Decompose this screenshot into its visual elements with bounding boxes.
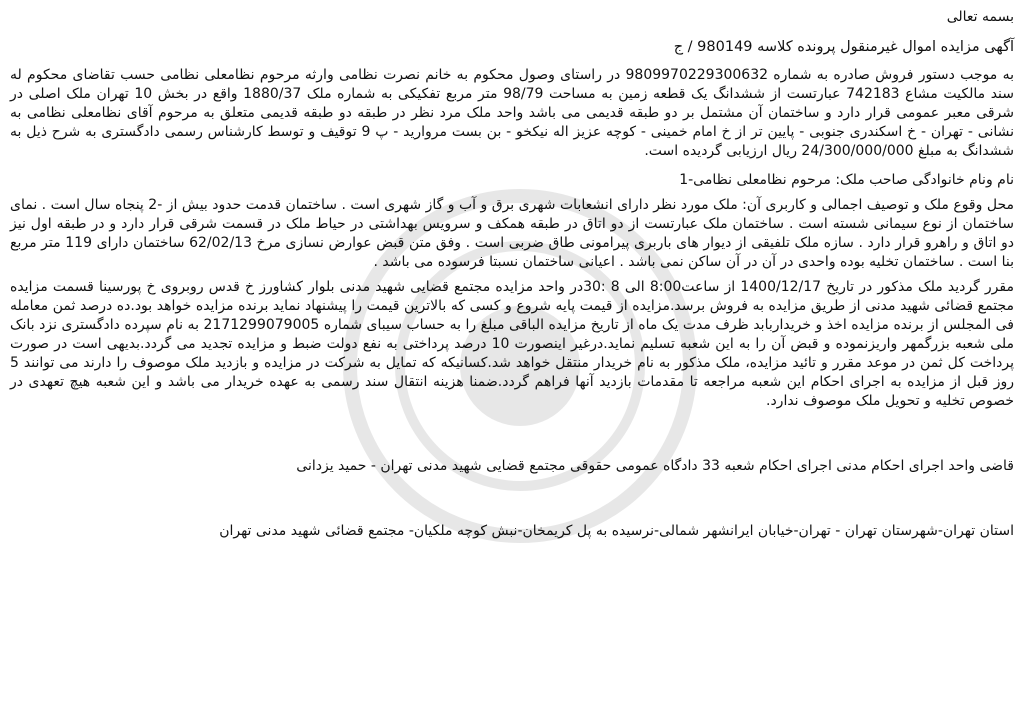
intro-paragraph: به موجب دستور فروش صادره به شماره 9809970229300632 در راستای وصول محکوم به خانم نصرت نظامی وارثه مرحوم نظامعلی نظامی حسب تقاضای محکوم له سند مالکیت مشاع 742183 عبارتست از ششدانگ یک قطعه زمین به مساحت 98/79 متر مربع تفکیکی به شماره ملک 1880/37 واقع در بخش 10 تهران ملک اصلی در شرقی معبر عمومی قرار دارد و ساختمان آن مشتمل بر دو طبقه قدیمی می باشد واحد ملک مرد نظر در طبقه دو طبقه قدیمی متعلق به مرحوم آقای نظامعلی نظامی به نشانی - تهران - خ اسکندری جنوبی - پایین تر از خ امام خمینی - کوچه عزیز اله نیکخو - بن بست مروارید - پ 9 توقیف و توسط کارشناس رسمی دادگستری به شرح ذیل به ششدانگ به مبلغ 24/300/000/000 ریال ارزیابی گردیده است. xyxy=(10,67,1015,159)
announcement-page xyxy=(10,6,1014,701)
judge-signature: قاضی واحد اجرای احکام مدنی اجرای احکام شعبه 33 دادگاه عمومی حقوقی مجتمع قضایی شهید مدنی تهران - حمید یزدانی xyxy=(296,458,1014,474)
notice-title: آگهی مزایده اموال غیرمنقول پرونده کلاسه 980149 / ج xyxy=(673,39,1014,55)
auction-terms: مقرر گردید ملک مذکور در تاریخ 1400/12/17 از ساعت8:00 الی 8 :30در واحد مزایده مجتمع قضایی شهید مدنی بلوار کشاورز خ قدس روبروی خ پورسینا قسمت مزایده مجتمع قضائی شهید مدنی از طریق مزایده به فروش برسد.مزایده از قیمت پایه شروع و کسی که بالاترین قیمت را پیشنهاد نماید برنده مزایده خواهد بود.ده درصد ثمن معامله فی المجلس از برنده مزایده اخذ و خریداربابد ظرف مدت یک ماه از تاریخ مزایده الباقی مبلغ را به حساب سیبای شماره 2171299079005 به نام سپرده دادگستری نزد بانک ملی شعبه بزرگمهر واریزنموده و قبض آن را به این شعبه تسلیم نماید.درغیر اینصورت 10 درصد پرداختی به نفع دولت ضبط و مزایده تجدید می گردد.بدیهی است در صورت پرداخت کل ثمن در موعد مقرر و تائید مزایده، ملک مذکور به نام خریدار منتقل خواهد شد.کسانیکه که تمایل به شرکت در مزایده و بازدید ملک موصوف را دارند می توانند 5 روز قبل از مزایده به اجرای احکام این شعبه مراجعه تا مقدمات بازدید آنها فراهم گردد.ضمنا هزینه انتقال سند رسمی به عهده خریدار می باشد و این شعبه هیچ تعهدی در خصوص تخلیه و تحویل ملک موصوف ندارد. xyxy=(10,279,1015,409)
bismillah: بسمه تعالی xyxy=(946,9,1014,25)
property-description: محل وقوع ملک و توصیف اجمالی و کاربری آن: ملک مورد نظر دارای انشعابات شهری برق و آب و گاز شهری است . ساختمان قدمت حدود بیش از -2 پنجاه سال است . نمای ساختمان از نوع سیمانی شسته است . ساختمان ملک عبارتست از دو اتاق در طبقه همکف و سرویس بهداشتی در حیاط ملک در قسمت شرقی قرار دارد و در طبقه اول نیز دو اتاق و راهرو قرار دارد . سازه ملک تلفیقی از دیوار های باربری پیرامونی طاق ضربی است . وفق متن قبض عوارض نسازی مرخ 62/02/13 ساختمان دارای 119 متر مربع بنا است . ساختمان تخلیه بوده واحدی در آن در آن ساکن نمی باشد . اعیانی ساختمان نسبتا فرسوده می باشد . xyxy=(10,197,1015,270)
owner-name-line: نام ونام خانوادگی صاحب ملک: مرحوم نظامعلی نظامی-1 xyxy=(679,172,1014,188)
court-address: استان تهران-شهرستان تهران - تهران-خیابان ایرانشهر شمالی-نرسیده به پل کریمخان-نبش کوچه ملکیان- مجتمع قضائی شهید مدنی تهران xyxy=(219,523,1014,539)
